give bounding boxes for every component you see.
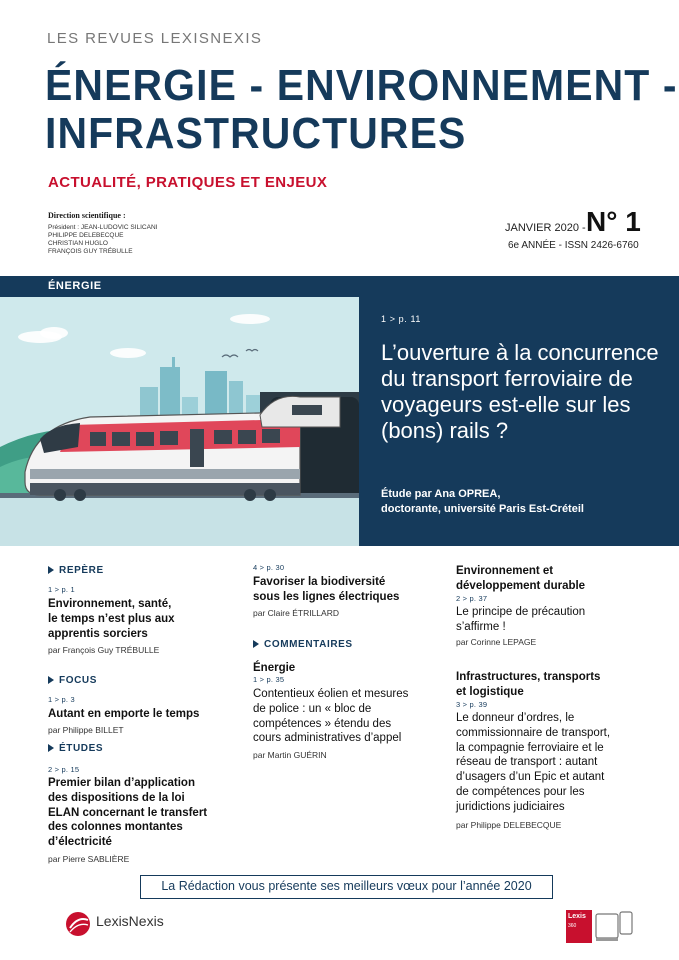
article-title-line: d’usagers d’un Epic et autant — [456, 771, 605, 784]
article-title-line: le temps n’est plus aux — [48, 612, 175, 625]
article-ref: 4 > p. 30 — [253, 563, 285, 572]
journal-subtitle: ACTUALITÉ, PRATIQUES ET ENJEUX — [48, 174, 328, 191]
journal-title-line1: ÉNERGIE - ENVIRONNEMENT - — [45, 61, 678, 110]
article-title-line: Contentieux éolien et mesures — [253, 688, 409, 700]
section-focus — [48, 675, 97, 686]
section-repere — [48, 565, 104, 576]
rubric-title — [456, 564, 585, 594]
article-author: par Martin GUÉRIN — [253, 750, 327, 760]
article-title-line: réseau de transport : autant — [456, 756, 598, 769]
article-author: par Philippe DELEBECQUE — [456, 820, 562, 830]
lead-article-ref: 1 > p. 11 — [381, 314, 422, 324]
rubric-line: Environnement et — [456, 565, 554, 577]
article-title-line: de police : un « bloc de — [253, 702, 372, 715]
direction-line: FRANÇOIS GUY TRÉBULLE — [48, 248, 133, 255]
article-title[interactable] — [253, 575, 399, 605]
rubric-line: Infrastructures, transports — [456, 671, 601, 683]
issue-year-issn: 6e ANNÉE - ISSN 2426-6760 — [508, 240, 639, 251]
direction-heading: Direction scientifique : — [48, 211, 126, 220]
section-label: FOCUS — [59, 675, 97, 686]
issue-date: JANVIER 2020 - — [505, 222, 586, 234]
article-ref: 1 > p. 3 — [48, 695, 75, 704]
devices-icon — [594, 910, 636, 949]
badge-text: Lexis — [568, 913, 586, 920]
lead-article-title[interactable]: L’ouverture à la concurrence du transport ferroviaire de voyageurs est-elle sur les (bons) rails ? — [381, 340, 659, 443]
lexisnexis-logo-icon — [64, 906, 100, 942]
article-title[interactable] — [456, 605, 585, 635]
article-title-line: la compagnie ferroviaire et le — [456, 741, 604, 754]
article-title-line: Favoriser la biodiversité — [253, 576, 386, 588]
lead-article-author — [381, 487, 671, 517]
triangle-right-icon — [48, 566, 54, 574]
article-title-line: compétences » étendu des — [253, 717, 392, 730]
article-ref: 1 > p. 1 — [48, 585, 75, 594]
article-title-line: des colonnes montantes — [48, 821, 183, 834]
article-ref: 2 > p. 15 — [48, 765, 80, 774]
article-title-line: des dispositions de la loi — [48, 791, 185, 804]
article-title[interactable] — [253, 687, 408, 746]
rubric-title — [456, 670, 600, 700]
article-title[interactable] — [456, 711, 610, 815]
article-title-line: Autant en emporte le temps — [48, 708, 200, 720]
article-title-line: de compétences pour les — [456, 785, 585, 798]
article-title-line: Environnement, santé, — [48, 598, 172, 610]
article-ref: 1 > p. 35 — [253, 675, 285, 684]
train-illustration-svg — [0, 297, 359, 546]
series-name: LES REVUES LEXISNEXIS — [47, 30, 263, 47]
article-title[interactable] — [48, 597, 175, 641]
brand-name: LexisNexis — [96, 913, 164, 929]
article-title-line: Premier bilan d’application — [48, 777, 195, 789]
article-ref: 3 > p. 39 — [456, 700, 488, 709]
article-title-line: s’affirme ! — [456, 620, 506, 633]
article-author: par François Guy TRÉBULLE — [48, 645, 160, 655]
article-title-line: Le donneur d’ordres, le — [456, 712, 575, 724]
section-label: ÉTUDES — [59, 743, 104, 754]
train-illustration — [0, 297, 359, 546]
article-author: par Pierre SABLIÈRE — [48, 854, 130, 864]
section-etudes — [48, 743, 103, 754]
greeting-text: La Rédaction vous présente ses meilleurs vœux pour l’année 2020 — [161, 879, 532, 893]
section-commentaires — [253, 639, 353, 650]
triangle-right-icon — [253, 640, 259, 648]
article-title-line: sous les lignes électriques — [253, 590, 400, 603]
triangle-right-icon — [48, 676, 54, 684]
article-title-line: Le principe de précaution — [456, 606, 586, 618]
article-title[interactable] — [48, 776, 207, 850]
section-label: COMMENTAIRES — [264, 639, 353, 650]
article-title-line: commissionnaire de transport, — [456, 726, 611, 739]
section-label: REPÈRE — [59, 565, 104, 576]
article-author: par Philippe BILLET — [48, 725, 124, 735]
direction-line: PHILIPPE DELEBECQUE — [48, 232, 124, 239]
lead-section-label: ÉNERGIE — [48, 280, 102, 292]
lead-author-line: Étude par Ana OPREA, — [381, 488, 501, 500]
badge-text: 360 — [568, 923, 577, 929]
article-title-line: juridictions judiciaires — [456, 800, 565, 813]
issue-number: N° 1 — [586, 206, 641, 237]
article-title-line: d’électricité — [48, 836, 112, 849]
article-title[interactable] — [48, 707, 199, 722]
article-title-line: cours administratives d’appel — [253, 732, 402, 745]
direction-line: Président : JEAN-LUDOVIC SILICANI — [48, 224, 158, 231]
article-author: par Corinne LEPAGE — [456, 637, 537, 647]
direction-line: CHRISTIAN HUGLO — [48, 240, 108, 247]
rubric-line: développement durable — [456, 580, 586, 592]
article-title-line: apprentis sorciers — [48, 627, 148, 640]
article-author: par Claire ÉTRILLARD — [253, 608, 339, 618]
lead-author-line: doctorante, université Paris Est-Créteil — [381, 503, 584, 515]
triangle-right-icon — [48, 744, 54, 752]
article-title-line: ELAN concernant le transfert — [48, 806, 208, 819]
journal-title-line2: INFRASTRUCTURES — [45, 109, 467, 158]
rubric-title: Énergie — [253, 662, 296, 674]
article-ref: 2 > p. 37 — [456, 594, 488, 603]
rubric-line: et logistique — [456, 686, 524, 698]
